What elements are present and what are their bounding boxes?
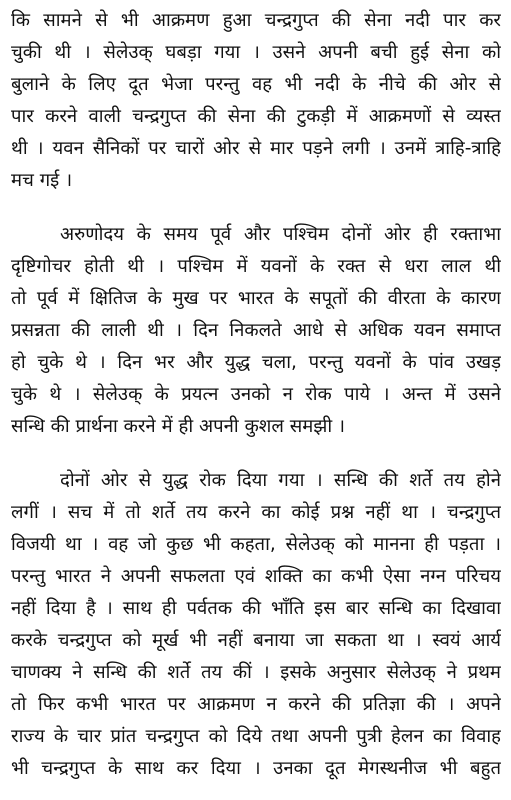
text-line: चाणक्य ने सन्धि की शर्ते तय कीं । इसके अनुसार सेलेउक् ने प्रथम: [11, 662, 501, 683]
text-line: दोनों ओर से युद्ध रोक दिया गया । सन्धि की शर्ते तय होने: [60, 470, 501, 491]
text-line: हो चुके थे । दिन भर और युद्ध चला, परन्तु यवनों के पांव उखड़: [11, 352, 501, 373]
text-line: करके चन्द्रगुप्त को मूर्ख भी नहीं बनाया जा सकता था । स्वयं आर्य: [11, 630, 501, 651]
text-line: थी । यवन सैनिकों पर चारों ओर से मार पड़ने लगी । उनमें त्राहि-त्राहि: [11, 138, 501, 159]
text-line: चुके थे । सेलेउक् के प्रयत्न उनको न रोक पाये । अन्त में उसने: [11, 384, 501, 405]
text-line: पार करने वाली चन्द्रगुप्त की सेना की टुकड़ी में आक्रमणों से व्यस्त: [11, 106, 501, 127]
text-line: चुकी थी । सेलेउक् घबड़ा गया । उसने अपनी बची हुई सेना को: [11, 42, 501, 63]
text-line: भी चन्द्रगुप्त के साथ कर दिया । उनका दूत मेगस्थनीज भी बहुत: [11, 758, 501, 779]
text-line: तो पूर्व में क्षितिज के मुख पर भारत के सपूतों की वीरता के कारण: [11, 288, 501, 309]
text-line: राज्य के चार प्रांत चन्द्रगुप्त को दिये तथा अपनी पुत्री हेलन का विवाह: [11, 726, 501, 747]
text-line: प्रसन्नता की लाली थी । दिन निकलते आधे से अधिक यवन समाप्त: [11, 320, 501, 341]
text-line: तो फिर कभी भारत पर आक्रमण न करने की प्रतिज्ञा की । अपने: [11, 694, 501, 715]
text-line: मच गई ।: [11, 170, 73, 191]
text-line: विजयी था । वह जो कुछ भी कहता, सेलेउक् को मानना ही पड़ता ।: [11, 534, 501, 555]
text-line: परन्तु भारत ने अपनी सफलता एवं शक्ति का कभी ऐसा नग्न परिचय: [11, 566, 501, 587]
text-line: सन्धि की प्रार्थना करने में ही अपनी कुशल समझी ।: [11, 416, 346, 437]
text-line: दृष्टिगोचर होती थी । पश्चिम में यवनों के रक्त से धरा लाल थी: [11, 256, 501, 277]
text-line: बुलाने के लिए दूत भेजा परन्तु वह भी नदी के नीचे की ओर से: [11, 74, 501, 95]
text-line: कि सामने से भी आक्रमण हुआ चन्द्रगुप्त की सेना नदी पार कर: [11, 10, 501, 31]
text-line: अरुणोदय के समय पूर्व और पश्चिम दोनों ओर ही रक्ताभा: [60, 224, 501, 245]
text-line: नहीं दिया है । साथ ही पर्वतक की भाँति इस बार सन्धि का दिखावा: [11, 598, 501, 619]
text-line: लगीं । सच में तो शर्ते तय करने का कोई प्रश्न नहीं था । चन्द्रगुप्त: [11, 502, 501, 523]
